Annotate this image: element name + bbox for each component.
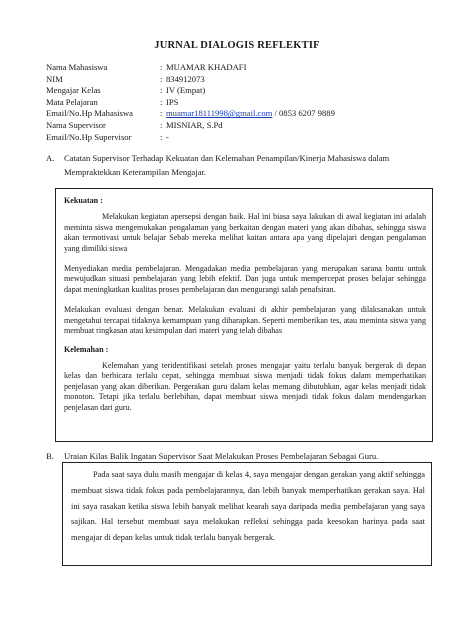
section-b-box <box>62 462 432 566</box>
section-b-line-1: Uraian Kilas Balik Ingatan Supervisor Saat Melakukan Proses Pembelajaran Sebagai Guru. <box>64 451 379 461</box>
info-row-nim <box>46 74 446 86</box>
phone-number: / 0853 6207 9889 <box>272 108 335 119</box>
info-separator: : <box>160 131 163 142</box>
info-value: IPS <box>166 96 179 107</box>
kekuatan-paragraph: Melakukan evaluasi dengan benar. Melakukan evaluasi di akhir pembelajaran yang dilaksanakan untuk mengetahui tercapai tidaknya kemampuan yang diharapkan. Seperti memberikan tes, atau meminta siswa yang membuat ringkasan atau kesimpulan dari materi yang telah dibahas <box>64 305 426 336</box>
info-row-class <box>46 85 446 97</box>
info-label: Nama Supervisor <box>46 119 106 130</box>
info-separator: : <box>160 119 163 130</box>
info-label: Mengajar Kelas <box>46 85 101 96</box>
section-a-box <box>55 188 433 442</box>
info-row-subject <box>46 97 446 109</box>
section-b-heading <box>46 450 446 462</box>
email-link[interactable]: muamar18111998@gmail.com <box>166 108 273 119</box>
section-a-line-1: Catatan Supervisor Terhadap Kekuatan dan Kelemahan Penampilan/Kinerja Mahasiswa dalam <box>64 153 390 163</box>
info-label: Mata Pelajaran <box>46 96 98 107</box>
info-row-student-name <box>46 62 446 74</box>
info-separator: : <box>160 85 163 96</box>
info-value: MISNIAR, S.Pd <box>166 119 223 130</box>
info-separator: : <box>160 96 163 107</box>
info-row-supervisor-name <box>46 120 446 132</box>
info-label: Email/No.Hp Supervisor <box>46 131 132 142</box>
info-value: 834912073 <box>166 73 205 84</box>
reflection-paragraph: Pada saat saya dulu masih mengajar di kelas 4, saya mengajar dengan gerakan yang aktif sehingga membuat siswa tidak fokus pada pembelajarannya, dan lebih banyak memperhatikan gerakan saya. Hal ini saya rasakan ketika siswa lebih banyak melihat kearah saya daripada media pembelajaran yang saya sajikan. Hal tersebut membuat saya melakukan refleksi sehingga pada keesokan harinya pada saat mengajar di depan kelas untuk tidak terlalu banyak bergerak. <box>71 470 425 543</box>
kekuatan-paragraph: Melakukan kegiatan apersepsi dengan baik. Hal ini biasa saya lakukan di awal kegiatan ini adalah meminta siswa mengemukakan pengalaman yang berkaitan dengan materi yang akan dibahas, sehingga siswa akan termotivasi untuk belajar Sebab mereka melihat kaitan antara apa yang dipelajari dengan pengalaman yang dimiliki siswa <box>64 212 426 253</box>
info-row-supervisor-contact <box>46 132 446 144</box>
info-label: Email/No.Hp Mahasiswa <box>46 108 133 119</box>
kekuatan-heading: Kekuatan : <box>64 196 103 205</box>
info-separator: : <box>160 62 163 72</box>
section-a-line-2: Mempraktekkan Keterampilan Mengajar. <box>64 167 206 177</box>
info-label: NIM <box>46 73 63 84</box>
info-separator: : <box>160 73 163 84</box>
info-value: IV (Empat) <box>166 85 206 96</box>
kelemahan-heading: Kelemahan : <box>64 345 109 355</box>
info-value: MUAMAR KHADAFI <box>166 62 247 72</box>
student-info-table <box>46 62 446 143</box>
section-b-marker: B. <box>46 451 54 461</box>
kelemahan-paragraph: Kelemahan yang teridentifikasi setelah proses mengajar yaitu terlalu banyak bergerak di depan kelas dan berbicara terlalu cepat, sehingga membuat siswa menjadi tidak fokus dalam memperhatikan penjelasan yang akan diberikan. Pergerakan guru dalam kelas memang dibutuhkan, agar kelas menjadi tidak monoton. Tetapi jika terlalu berlebihan, dapat membuat siswa menjadi tidak fokus dalam mendengarkan penjelasan dari guru. <box>64 360 426 412</box>
info-row-student-contact <box>46 108 446 120</box>
info-value: - <box>166 131 169 142</box>
info-value <box>166 108 446 120</box>
section-a-heading <box>46 152 446 178</box>
section-a-marker: A. <box>46 153 55 163</box>
page-title: JURNAL DIALOGIS REFLEKTIF <box>154 40 320 51</box>
info-separator: : <box>160 108 163 119</box>
info-label: Nama Mahasiswa <box>46 62 108 72</box>
kekuatan-paragraph: Menyediakan media pembelajaran. Mengadakan media pembelajaran yang merupakan sarana bantu untuk mewujudkan situasi pembelajaran yang lebih efektif. Dan juga untuk mempercepat proses belajar sehingga dapat meningkatkan kualitas proses pembelajaran dan mengurangi salah penafsiran. <box>64 264 426 294</box>
